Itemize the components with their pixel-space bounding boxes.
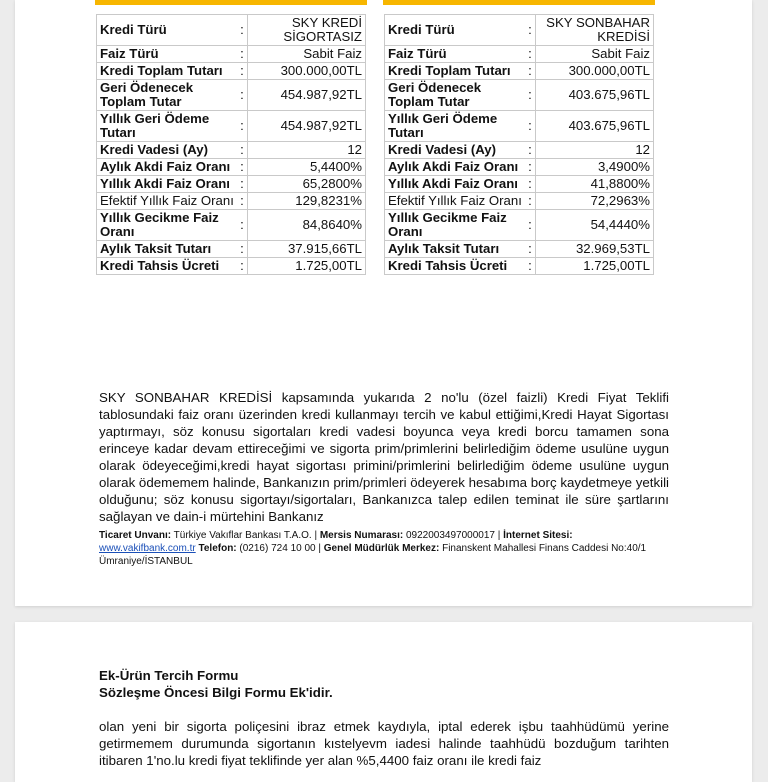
page2-title xyxy=(99,667,333,701)
footer-mersis-value: 0922003497000017 | xyxy=(403,530,504,541)
bank-footer xyxy=(99,529,669,568)
footer-phone-value: (0216) 724 10 00 | xyxy=(236,543,324,554)
row-separator: : xyxy=(237,241,248,258)
website-link[interactable]: www.vakifbank.com.tr xyxy=(99,543,196,554)
document-page-2 xyxy=(15,622,752,782)
row-label: Kredi Vadesi (Ay) xyxy=(97,142,238,159)
table-row xyxy=(385,193,654,210)
table-row xyxy=(97,80,366,111)
row-separator: : xyxy=(525,111,536,142)
table-row xyxy=(97,111,366,142)
row-separator: : xyxy=(525,63,536,80)
page2-title-line2: Sözleşme Öncesi Bilgi Formu Ek'idir. xyxy=(99,685,333,700)
row-label: Yıllık Gecikme Faiz Oranı xyxy=(385,210,526,241)
table-row xyxy=(97,159,366,176)
footer-mersis-label: Mersis Numarası: xyxy=(319,530,404,541)
row-label: Kredi Toplam Tutarı xyxy=(385,63,526,80)
table-row xyxy=(385,46,654,63)
row-separator: : xyxy=(237,111,248,142)
footer-phone-label: Telefon: xyxy=(195,543,237,554)
row-value: 72,2963% xyxy=(536,193,654,210)
row-label: Aylık Akdi Faiz Oranı xyxy=(97,159,238,176)
row-label: Yıllık Geri Ödeme Tutarı xyxy=(385,111,526,142)
row-separator: : xyxy=(525,142,536,159)
row-value: 1.725,00TL xyxy=(536,258,654,275)
row-separator: : xyxy=(525,241,536,258)
row-label: Faiz Türü xyxy=(97,46,238,63)
footer-title-label: Ticaret Unvanı: xyxy=(99,530,172,541)
row-value: 54,4440% xyxy=(536,210,654,241)
row-label: Geri Ödenecek Toplam Tutar xyxy=(97,80,238,111)
row-label: Efektif Yıllık Faiz Oranı xyxy=(97,193,238,210)
table-row xyxy=(385,210,654,241)
row-value: 3,4900% xyxy=(536,159,654,176)
row-label: Kredi Toplam Tutarı xyxy=(97,63,238,80)
row-value: 12 xyxy=(248,142,366,159)
page2-paragraph: olan yeni bir sigorta poliçesini ibraz etmek kaydıyla, iptal ederek işbu taahhüdümü yerine getirmemem durumunda sigortanın kıstelyevm iadesi halinde taahhüdü bozduğum tarihten itibaren 1'no.lu kredi fiyat teklifinde yer alan %5,4400 faiz oranı ile kredi faiz xyxy=(99,719,669,768)
footer-site-label: İnternet Sitesi: xyxy=(503,530,573,541)
row-label: Faiz Türü xyxy=(385,46,526,63)
row-value: 65,2800% xyxy=(248,176,366,193)
row-value: 454.987,92TL xyxy=(248,80,366,111)
footer-hq-label: Genel Müdürlük Merkez: xyxy=(323,543,440,554)
table-row xyxy=(385,176,654,193)
row-separator: : xyxy=(525,15,536,46)
row-label: Efektif Yıllık Faiz Oranı xyxy=(385,193,526,210)
row-value: 129,8231% xyxy=(248,193,366,210)
row-separator: : xyxy=(237,258,248,275)
row-label: Aylık Taksit Tutarı xyxy=(97,241,238,258)
table-row xyxy=(97,210,366,241)
row-label: Geri Ödenecek Toplam Tutar xyxy=(385,80,526,111)
row-label: Kredi Vadesi (Ay) xyxy=(385,142,526,159)
consent-paragraph: SKY SONBAHAR KREDİSİ kapsamında yukarıda 2 no'lu (özel faizli) Kredi Fiyat Teklifi tablosundaki faiz oranı üzerinden kredi kullanmayı tercih ve kabul ettiğimi,Kredi Hayat Sigortası yaptırmayı, söz konusu sigortaları kredi vadesi boyunca veya kredi borcu tamamen sona erinceye kadar devam ettireceğimi ve sigorta prim/primlerini belirlediğim ödeme usulüne uygun olarak ödeyeceğimi,kredi hayat sigortası primini/primlerini belirlediğim ödeme usulüne uygun olarak ödememem halinde, Bankanızın prim/primleri ödeyerek hesabıma borç kaydetmeye yetkili olduğunu; söz konusu sigortayı/sigortaları, Bankanızca talep edilen teminat ile süre şartlarını sağlayan ve dain-i mürtehini Bankanız xyxy=(99,390,669,524)
row-separator: : xyxy=(525,193,536,210)
row-value: 84,8640% xyxy=(248,210,366,241)
table-header-bar-right xyxy=(383,0,655,5)
row-separator: : xyxy=(237,63,248,80)
table-row xyxy=(385,241,654,258)
table-row xyxy=(385,159,654,176)
table-header-bar-left xyxy=(95,0,367,5)
row-value: 454.987,92TL xyxy=(248,111,366,142)
table-row xyxy=(97,193,366,210)
row-label: Yıllık Geri Ödeme Tutarı xyxy=(97,111,238,142)
row-separator: : xyxy=(237,15,248,46)
table-row xyxy=(97,15,366,46)
table-row xyxy=(97,241,366,258)
table-row xyxy=(97,46,366,63)
row-label: Aylık Taksit Tutarı xyxy=(385,241,526,258)
row-value: 403.675,96TL xyxy=(536,111,654,142)
row-value: 41,8800% xyxy=(536,176,654,193)
row-separator: : xyxy=(237,210,248,241)
row-label: Kredi Tahsis Ücreti xyxy=(385,258,526,275)
table-row xyxy=(385,63,654,80)
table-row xyxy=(385,142,654,159)
loan-offer-table-2 xyxy=(384,14,654,275)
row-value: 403.675,96TL xyxy=(536,80,654,111)
loan-offer-table-1 xyxy=(96,14,366,275)
row-label: Kredi Türü xyxy=(385,15,526,46)
row-separator: : xyxy=(525,159,536,176)
row-value: 1.725,00TL xyxy=(248,258,366,275)
row-label: Yıllık Gecikme Faiz Oranı xyxy=(97,210,238,241)
row-value: 300.000,00TL xyxy=(248,63,366,80)
row-separator: : xyxy=(237,159,248,176)
row-separator: : xyxy=(525,176,536,193)
page2-title-line1: Ek-Ürün Tercih Formu xyxy=(99,668,239,683)
row-value: 32.969,53TL xyxy=(536,241,654,258)
table-row xyxy=(97,258,366,275)
row-label: Aylık Akdi Faiz Oranı xyxy=(385,159,526,176)
row-separator: : xyxy=(525,258,536,275)
table-row xyxy=(97,63,366,80)
table-row xyxy=(385,111,654,142)
row-value: SKY KREDİ SİGORTASIZ xyxy=(248,15,366,46)
footer-title-value: Türkiye Vakıflar Bankası T.A.O. | xyxy=(171,530,320,541)
row-value: Sabit Faiz xyxy=(536,46,654,63)
row-value: Sabit Faiz xyxy=(248,46,366,63)
table-row xyxy=(97,176,366,193)
document-page-1 xyxy=(15,0,752,606)
row-separator: : xyxy=(237,46,248,63)
row-label: Yıllık Akdi Faiz Oranı xyxy=(97,176,238,193)
row-separator: : xyxy=(525,210,536,241)
row-value: SKY SONBAHAR KREDİSİ xyxy=(536,15,654,46)
row-value: 37.915,66TL xyxy=(248,241,366,258)
row-separator: : xyxy=(237,80,248,111)
row-separator: : xyxy=(525,80,536,111)
row-separator: : xyxy=(237,142,248,159)
row-separator: : xyxy=(525,46,536,63)
table-row xyxy=(385,258,654,275)
row-label: Yıllık Akdi Faiz Oranı xyxy=(385,176,526,193)
row-label: Kredi Türü xyxy=(97,15,238,46)
row-value: 5,4400% xyxy=(248,159,366,176)
row-label: Kredi Tahsis Ücreti xyxy=(97,258,238,275)
row-value: 12 xyxy=(536,142,654,159)
row-separator: : xyxy=(237,176,248,193)
row-value: 300.000,00TL xyxy=(536,63,654,80)
footer-hq-value: Finanskent Mahallesi Finans Caddesi No:40/1 Ümraniye/İSTANBUL xyxy=(99,543,647,567)
row-separator: : xyxy=(237,193,248,210)
table-row xyxy=(385,80,654,111)
table-row xyxy=(97,142,366,159)
table-row xyxy=(385,15,654,46)
